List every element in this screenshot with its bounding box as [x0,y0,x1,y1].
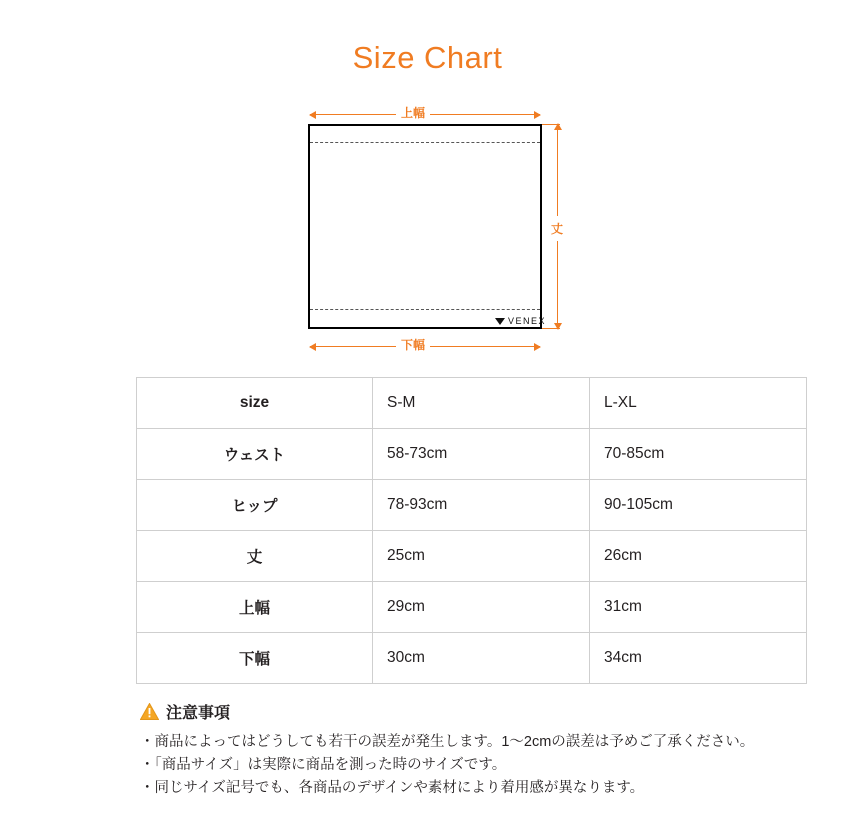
header-col-lxl: L-XL [590,378,807,429]
header-size-label: size [137,378,373,429]
row-value-lxl: 70-85cm [590,429,807,480]
row-label: 上幅 [137,582,373,633]
stitch-line-bottom [310,309,540,310]
garment-diagram [280,100,580,365]
table-row [137,582,807,633]
note-item: ・「商品サイズ」は実際に商品を測った時のサイズです。 [140,757,507,773]
bottom-width-label: 下幅 [396,336,430,353]
table-header-row [137,378,807,429]
row-label: 下幅 [137,633,373,684]
header-col-sm: S-M [373,378,590,429]
top-width-label: 上幅 [396,104,430,121]
size-table [136,377,807,684]
brand-name: VENEX [508,316,547,326]
row-value-lxl: 34cm [590,633,807,684]
notes-section [140,700,760,800]
note-item: ・商品によってはどうしても若干の誤差が発生します。1〜2cmの誤差は予めご了承ください。 [140,734,755,750]
row-value-sm: 30cm [373,633,590,684]
row-label: ウェスト [137,429,373,480]
row-value-sm: 25cm [373,531,590,582]
row-value-sm: 78-93cm [373,480,590,531]
stitch-line-top [310,142,540,143]
table-row [137,531,807,582]
notes-heading [140,700,760,723]
notes-list [140,731,760,800]
note-item: ・同じサイズ記号でも、各商品のデザインや素材により着用感が異なります。 [140,780,645,796]
notes-heading-text: 注意事項 [166,705,231,722]
row-value-lxl: 90-105cm [590,480,807,531]
row-value-lxl: 31cm [590,582,807,633]
row-value-sm: 58-73cm [373,429,590,480]
warning-icon [140,703,159,720]
table-row [137,633,807,684]
garment-shape [308,124,547,329]
table-row [137,480,807,531]
row-label: ヒップ [137,480,373,531]
row-value-lxl: 26cm [590,531,807,582]
venex-mark-icon [495,318,505,325]
brand-logo [495,316,546,326]
row-label: 丈 [137,531,373,582]
page-title: Size Chart [352,40,503,75]
length-label: 丈 [549,216,565,241]
row-value-sm: 29cm [373,582,590,633]
table-row [137,429,807,480]
